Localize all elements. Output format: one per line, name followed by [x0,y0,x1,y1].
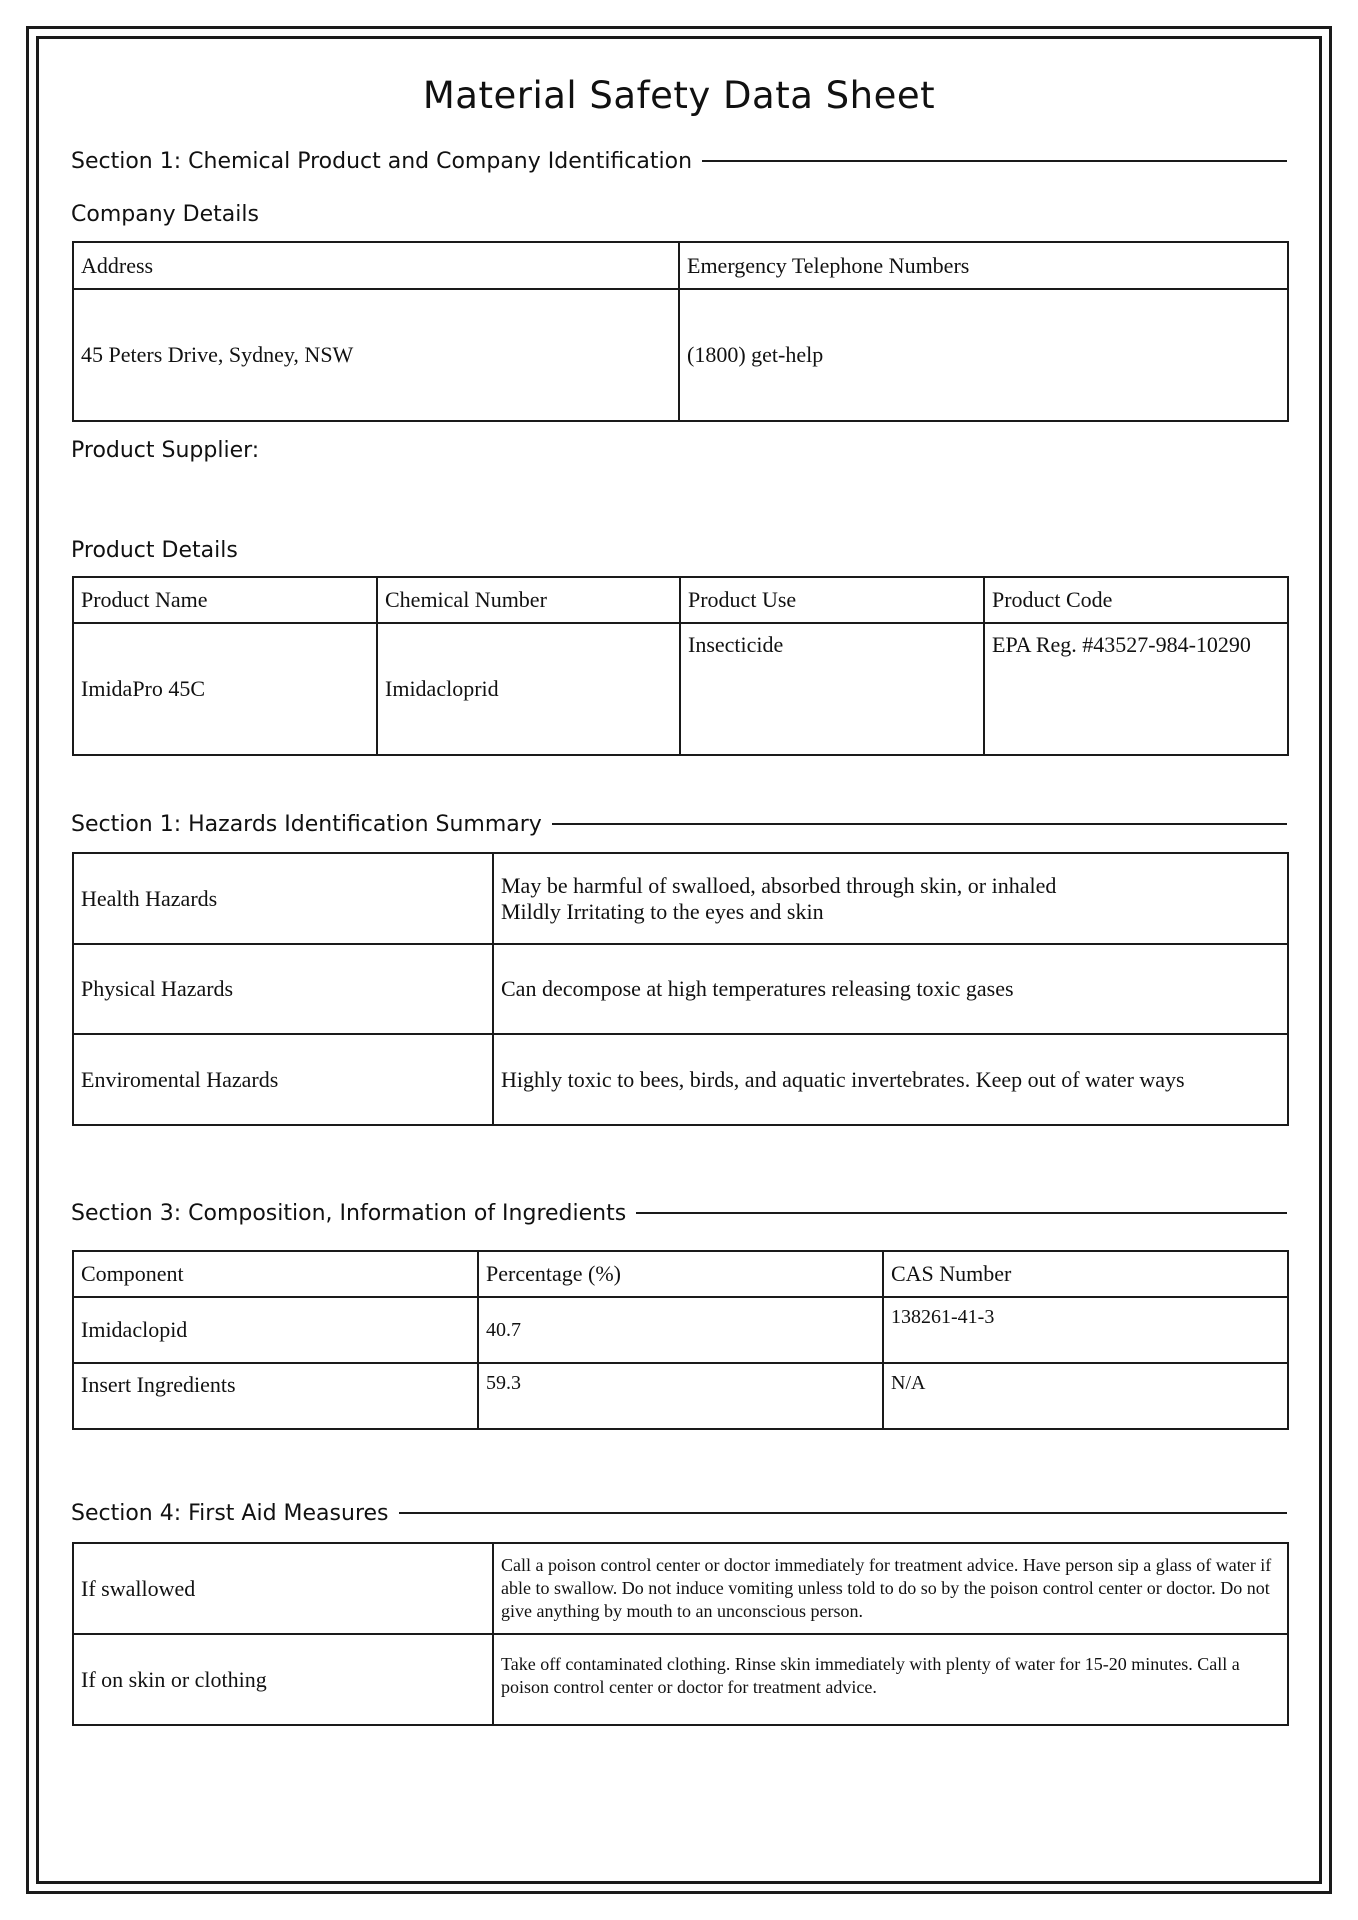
table-row [73,1297,1288,1363]
percentage-value: 59.3 [478,1363,883,1429]
table-row [73,944,1288,1034]
hazard-description [493,853,1288,944]
table-header-cell: Emergency Telephone Numbers [679,242,1288,289]
table-row [73,289,1288,421]
first-aid-heading [71,1498,1287,1528]
hazards-heading [71,809,1287,839]
section1-heading-label: Section 1: Chemical Product and Company Identification [71,148,693,174]
emergency-phone-value: (1800) get-help [679,289,1288,421]
product-details-table [72,576,1289,756]
table-row [73,1543,1288,1634]
product-details-label: Product Details [71,538,238,563]
hazard-label: Enviromental Hazards [73,1034,493,1125]
first-aid-table [72,1542,1289,1726]
hazards-heading-label: Section 1: Hazards Identification Summary [71,811,542,837]
section1-heading [71,146,1287,176]
product-supplier-label: Product Supplier: [71,438,260,463]
table-header-cell: Address [73,242,679,289]
document-title: Material Safety Data Sheet [422,74,936,117]
hazard-label: Physical Hazards [73,944,493,1034]
table-header-cell: Component [73,1251,478,1297]
table-header-row [73,242,1288,289]
first-aid-instructions: Take off contaminated clothing. Rinse skin immediately with plenty of water for 15-20 minutes. Call a poison control center or doctor for treatment advice. [493,1634,1288,1725]
first-aid-instructions: Call a poison control center or doctor immediately for treatment advice. Have person sip a glass of water if able to swallow. Do not induce vomiting unless told to do so by the poison control center or doctor. Do not give anything by mouth to an unconscious person. [493,1543,1288,1634]
table-header-cell: Product Code [984,577,1288,623]
chemical-number-value: Imidacloprid [377,623,680,755]
first-aid-heading-rule [399,1512,1287,1514]
company-details-label: Company Details [71,202,259,227]
first-aid-label: If swallowed [73,1543,493,1634]
table-header-cell: Product Use [680,577,984,623]
hazard-description-line: May be harmful of swalloed, absorbed through skin, or inhaled [501,872,1057,898]
hazard-description-line: Mildly Irritating to the eyes and skin [501,898,824,924]
component-value: Imidaclopid [73,1297,478,1363]
address-value: 45 Peters Drive, Sydney, NSW [73,289,679,421]
cas-number-value: N/A [883,1363,1288,1429]
table-header-cell: Chemical Number [377,577,680,623]
hazards-table [72,852,1289,1126]
table-row [73,1634,1288,1725]
composition-heading-label: Section 3: Composition, Information of Ingredients [71,1200,627,1226]
first-aid-heading-label: Section 4: First Aid Measures [71,1500,389,1526]
composition-heading-rule [636,1212,1287,1214]
table-header-row [73,1251,1288,1297]
composition-heading [71,1198,1287,1228]
percentage-value: 40.7 [478,1297,883,1363]
table-header-cell: Percentage (%) [478,1251,883,1297]
table-row [73,1363,1288,1429]
table-row [73,853,1288,944]
cas-number-value: 138261-41-3 [883,1297,1288,1363]
hazards-heading-rule [552,823,1287,825]
table-header-row [73,577,1288,623]
hazard-description: Highly toxic to bees, birds, and aquatic invertebrates. Keep out of water ways [493,1034,1288,1125]
composition-table [72,1250,1289,1430]
product-code-value: EPA Reg. #43527-984-10290 [984,623,1288,755]
table-row [73,1034,1288,1125]
table-row [73,623,1288,755]
product-name-value: ImidaPro 45C [73,623,377,755]
product-use-value: Insecticide [680,623,984,755]
hazard-label: Health Hazards [73,853,493,944]
table-header-cell: Product Name [73,577,377,623]
hazard-description: Can decompose at high temperatures releasing toxic gases [493,944,1288,1034]
section1-heading-rule [702,160,1287,162]
company-details-table [72,241,1289,422]
table-header-cell: CAS Number [883,1251,1288,1297]
first-aid-label: If on skin or clothing [73,1634,493,1725]
component-value: Insert Ingredients [73,1363,478,1429]
